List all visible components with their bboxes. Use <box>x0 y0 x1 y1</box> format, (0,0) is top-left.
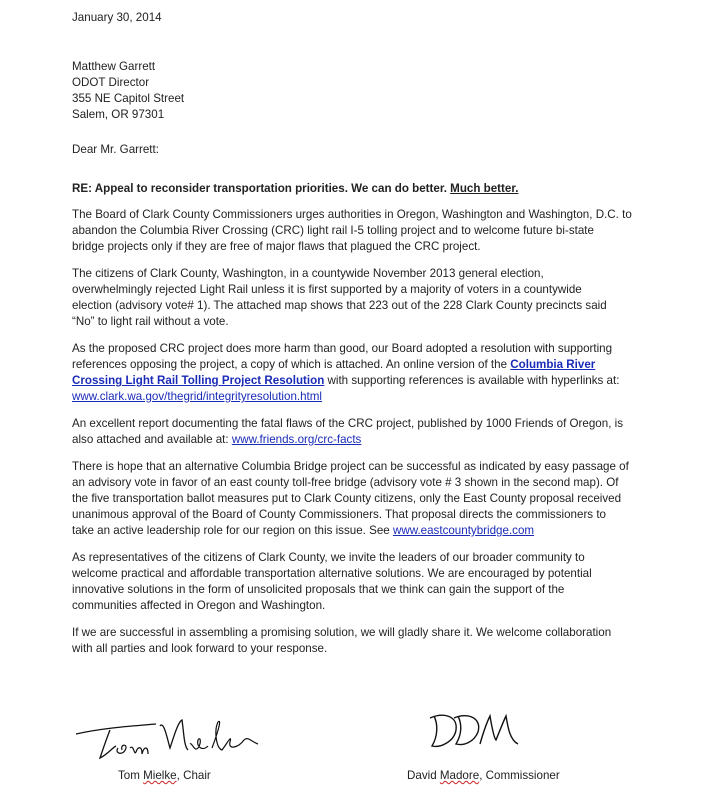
letter-body <box>72 10 672 657</box>
recipient-title: ODOT Director <box>72 76 150 89</box>
p7-line: If we are successful in assembling a promising solution, we will gladly share it. We welcome collaboration <box>72 626 612 639</box>
madore-signature-icon <box>424 708 524 754</box>
madore-name <box>407 768 560 784</box>
mielke-name <box>118 768 211 784</box>
p6-line: innovative solutions in the form of unsolicited proposals that we think can gain the support of the <box>72 583 565 596</box>
p2-line: The citizens of Clark County, Washington, in a countywide November 2013 general election, <box>72 267 544 280</box>
recipient-city: Salem, OR 97301 <box>72 108 165 121</box>
resolution-link-part2[interactable]: Crossing Light Rail Tolling Project Resolution <box>72 374 325 387</box>
subject-prefix: RE: Appeal to reconsider transportation priorities. We can do better. <box>72 182 451 195</box>
salutation-text: Dear Mr. Garrett: <box>72 143 159 156</box>
p5-line: the five transportation ballot measures put to Clark County citizens, only the East County proposal received <box>72 492 622 505</box>
integrity-resolution-link[interactable]: www.clark.wa.gov/thegrid/integrityresolution.html <box>72 390 323 403</box>
p2-line: election (advisory vote# 1). The attached map shows that 223 out of the 228 Clark County precincts said <box>72 299 607 312</box>
eastcountybridge-link[interactable]: www.eastcountybridge.com <box>392 524 535 537</box>
p1-line: The Board of Clark County Commissioners urges authorities in Oregon, Washington and Washington, D.C. to <box>72 208 632 221</box>
p5-line: an advisory vote in favor of an east county toll-free bridge (advisory vote # 3 shown in the second map). Of <box>72 476 619 489</box>
p6-line: welcome practical and affordable transportation alternative solutions. We are encouraged by potential <box>72 567 592 580</box>
p5-line: unanimous approval of the Board of County Commissioners. That proposal directs the commissioners to <box>72 508 606 521</box>
letter-date: January 30, 2014 <box>72 11 162 24</box>
paragraph-5 <box>72 459 672 539</box>
salutation <box>72 142 672 158</box>
p1-line: bridge projects only if they are free of major flaws that plagued the CRC project. <box>72 240 481 253</box>
signer-last: Mielke <box>143 769 177 782</box>
p5-text: take an active leadership role for our region on this issue. See <box>72 524 393 537</box>
recipient-street: 355 NE Capitol Street <box>72 92 185 105</box>
resolution-link-part1[interactable]: Columbia River <box>510 358 596 371</box>
recipient-name: Matthew Garrett <box>72 60 156 73</box>
subject-line <box>72 181 672 197</box>
paragraph-4 <box>72 416 672 448</box>
p3-line: As the proposed CRC project does more harm than good, our Board adopted a resolution with supporting <box>72 342 613 355</box>
signature-block <box>72 708 632 793</box>
p3-text: with supporting references is available with hyperlinks at: <box>324 374 620 387</box>
p4-line: An excellent report documenting the fatal flaws of the CRC project, published by 1000 Friends of Oregon, is <box>72 417 624 430</box>
friends-crc-facts-link[interactable]: www.friends.org/crc-facts <box>231 433 362 446</box>
p2-line: “No” to light rail without a vote. <box>72 315 229 328</box>
recipient-address <box>72 59 672 123</box>
paragraph-1 <box>72 207 672 255</box>
p6-line: communities affected in Oregon and Washington. <box>72 599 326 612</box>
p3-text: references opposing the project, a copy of which is attached. An online version of the <box>72 358 511 371</box>
signer-first: Tom <box>118 769 144 782</box>
p7-line: with all parties and look forward to your response. <box>72 642 328 655</box>
signer-role: , Chair <box>176 769 211 782</box>
subject-emphasis: Much better. <box>450 182 519 195</box>
p5-line: There is hope that an alternative Columbia Bridge project can be successful as indicated by easy passage of <box>72 460 629 473</box>
paragraph-6 <box>72 550 672 614</box>
p6-line: As representatives of the citizens of Clark County, we invite the leaders of our broader community to <box>72 551 585 564</box>
paragraph-7 <box>72 625 672 657</box>
p1-line: abandon the Columbia River Crossing (CRC) light rail I-5 tolling project and to welcome future bi-state <box>72 224 594 237</box>
p2-line: overwhelmingly rejected Light Rail unless it is first supported by a majority of voters in a countywide <box>72 283 582 296</box>
p4-text: also attached and available at: <box>72 433 232 446</box>
paragraph-3 <box>72 341 672 405</box>
paragraph-2 <box>72 266 672 330</box>
signer-first: David <box>407 769 440 782</box>
signer-role: , Commissioner <box>479 769 560 782</box>
mielke-signature-icon <box>72 712 272 762</box>
signer-last: Madore <box>439 769 480 782</box>
